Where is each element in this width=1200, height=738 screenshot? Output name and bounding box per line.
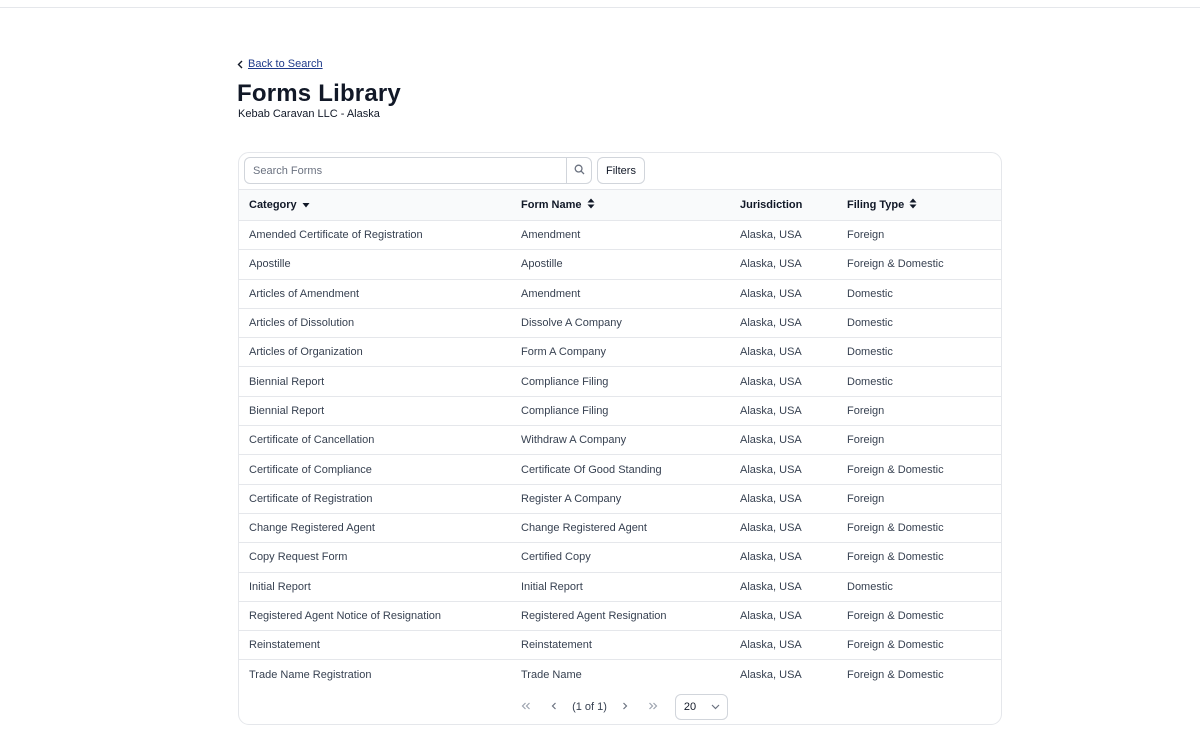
cell-form-name: Withdraw A Company: [521, 434, 627, 447]
cell-jurisdiction: Alaska, USA: [740, 668, 802, 681]
cell-filing-type: Foreign: [847, 492, 885, 505]
cell-category: Articles of Amendment: [249, 287, 360, 300]
cell-category: Registered Agent Notice of Resignation: [249, 610, 442, 622]
table-row[interactable]: [239, 338, 1001, 367]
last-page-button[interactable]: [642, 696, 664, 718]
search-icon: [574, 162, 585, 180]
cell-category: Amended Certificate of Registration: [249, 229, 423, 242]
cell-category: Biennial Report: [249, 404, 325, 417]
cell-filing-type: Domestic: [847, 346, 893, 359]
cell-category: Copy Request Form: [249, 551, 348, 564]
cell-filing-type: Foreign & Domestic: [847, 522, 944, 535]
first-page-button[interactable]: [515, 696, 537, 718]
cell-filing-type: Domestic: [847, 287, 893, 300]
column-header-label: Form Name: [521, 199, 582, 211]
cell-jurisdiction: Alaska, USA: [740, 580, 802, 593]
cell-jurisdiction: Alaska, USA: [740, 639, 802, 652]
search-button[interactable]: [566, 158, 591, 183]
prev-page-button[interactable]: [543, 696, 565, 718]
table-row[interactable]: [239, 221, 1001, 250]
chevron-left-icon: [237, 60, 243, 69]
cell-form-name: Change Registered Agent: [521, 522, 647, 535]
table-row[interactable]: [239, 543, 1001, 572]
cell-category: Trade Name Registration: [249, 668, 372, 681]
cell-category: Articles of Dissolution: [249, 317, 355, 330]
sort-desc-icon: [302, 199, 310, 212]
table-row[interactable]: [239, 308, 1001, 337]
cell-form-name: Reinstatement: [521, 639, 592, 652]
table-row[interactable]: [239, 396, 1001, 425]
pagination: [239, 693, 1001, 721]
cell-category: Initial Report: [249, 580, 311, 593]
forms-table-card: [238, 152, 1002, 725]
table-row[interactable]: [239, 367, 1001, 396]
cell-jurisdiction: Alaska, USA: [740, 404, 802, 417]
page-size-select[interactable]: [675, 694, 728, 720]
cell-jurisdiction: Alaska, USA: [740, 463, 802, 476]
cell-form-name: Trade Name: [521, 668, 582, 681]
cell-category: Reinstatement: [249, 639, 320, 652]
column-header-label: Filing Type: [847, 199, 905, 211]
sort-icon: [587, 198, 595, 212]
column-header-category[interactable]: [239, 190, 521, 221]
sort-icon: [909, 198, 917, 212]
cell-filing-type: Foreign & Domestic: [847, 551, 944, 564]
table-row[interactable]: [239, 601, 1001, 630]
cell-form-name: Dissolve A Company: [521, 317, 622, 330]
table-row[interactable]: [239, 631, 1001, 660]
chevrons-right-icon: [648, 701, 658, 713]
cell-category: Certificate of Registration: [249, 492, 373, 505]
cell-form-name: Compliance Filing: [521, 404, 609, 417]
column-header-form-name[interactable]: [521, 190, 740, 221]
search-box: [244, 157, 592, 184]
table-row[interactable]: [239, 513, 1001, 542]
cell-filing-type: Foreign: [847, 434, 885, 447]
cell-filing-type: Domestic: [847, 580, 893, 593]
cell-jurisdiction: Alaska, USA: [740, 346, 802, 359]
column-header-jurisdiction: [740, 190, 847, 221]
column-header-label: Jurisdiction: [740, 199, 803, 211]
page-info: (1 of 1): [572, 701, 607, 713]
table-row[interactable]: [239, 455, 1001, 484]
cell-form-name: Register A Company: [521, 492, 622, 505]
cell-jurisdiction: Alaska, USA: [740, 317, 802, 330]
chevron-right-icon: [622, 701, 628, 713]
table-row[interactable]: [239, 484, 1001, 513]
cell-filing-type: Foreign: [847, 404, 885, 417]
cell-form-name: Compliance Filing: [521, 375, 609, 388]
cell-form-name: Amendment: [521, 229, 581, 242]
cell-filing-type: Foreign: [847, 229, 885, 242]
cell-filing-type: Foreign & Domestic: [847, 463, 944, 476]
cell-filing-type: Foreign & Domestic: [847, 258, 944, 271]
page-size-value: 20: [683, 701, 697, 713]
cell-jurisdiction: Alaska, USA: [740, 287, 802, 300]
table-row[interactable]: [239, 660, 1001, 689]
column-header-filing-type[interactable]: [847, 190, 1001, 221]
cell-jurisdiction: Alaska, USA: [740, 434, 802, 447]
cell-category: Change Registered Agent: [249, 522, 375, 535]
top-bar: [0, 0, 1200, 8]
cell-jurisdiction: Alaska, USA: [740, 229, 802, 242]
cell-category: Certificate of Cancellation: [249, 434, 375, 447]
cell-filing-type: Foreign & Domestic: [847, 668, 944, 681]
cell-jurisdiction: Alaska, USA: [740, 610, 802, 622]
filters-button[interactable]: Filters: [597, 157, 645, 184]
next-page-button[interactable]: [614, 696, 636, 718]
forms-table: [239, 189, 1001, 689]
cell-category: Articles of Organization: [249, 346, 363, 359]
cell-form-name: Initial Report: [521, 580, 583, 593]
cell-form-name: Form A Company: [521, 346, 606, 359]
cell-jurisdiction: Alaska, USA: [740, 551, 802, 564]
cell-category: Biennial Report: [249, 375, 325, 388]
table-row[interactable]: [239, 279, 1001, 308]
cell-filing-type: Domestic: [847, 375, 893, 388]
cell-filing-type: Domestic: [847, 317, 893, 330]
cell-form-name: Certified Copy: [521, 551, 591, 564]
chevron-left-icon: [551, 701, 557, 713]
back-to-search-label: Back to Search: [248, 58, 323, 70]
cell-jurisdiction: Alaska, USA: [740, 492, 802, 505]
table-row[interactable]: [239, 250, 1001, 279]
cell-form-name: Certificate Of Good Standing: [521, 463, 662, 476]
cell-jurisdiction: Alaska, USA: [740, 375, 802, 388]
cell-filing-type: Foreign & Domestic: [847, 639, 944, 652]
search-input[interactable]: [245, 158, 566, 183]
cell-jurisdiction: Alaska, USA: [740, 522, 802, 535]
column-header-label: Category: [249, 199, 297, 211]
cell-filing-type: Foreign & Domestic: [847, 610, 944, 622]
chevron-down-icon: [711, 701, 720, 713]
chevrons-left-icon: [521, 701, 531, 713]
table-header-row: [239, 190, 1001, 221]
cell-category: Apostille: [249, 258, 291, 271]
cell-category: Certificate of Compliance: [249, 463, 372, 476]
table-row[interactable]: [239, 426, 1001, 455]
table-row[interactable]: [239, 572, 1001, 601]
cell-jurisdiction: Alaska, USA: [740, 258, 802, 271]
cell-form-name: Amendment: [521, 287, 581, 300]
back-to-search-link[interactable]: [237, 58, 323, 70]
page-title: Forms Library: [237, 80, 401, 107]
page-subtitle: Kebab Caravan LLC - Alaska: [238, 108, 380, 120]
cell-form-name: Registered Agent Resignation: [521, 610, 667, 622]
cell-form-name: Apostille: [521, 258, 563, 271]
